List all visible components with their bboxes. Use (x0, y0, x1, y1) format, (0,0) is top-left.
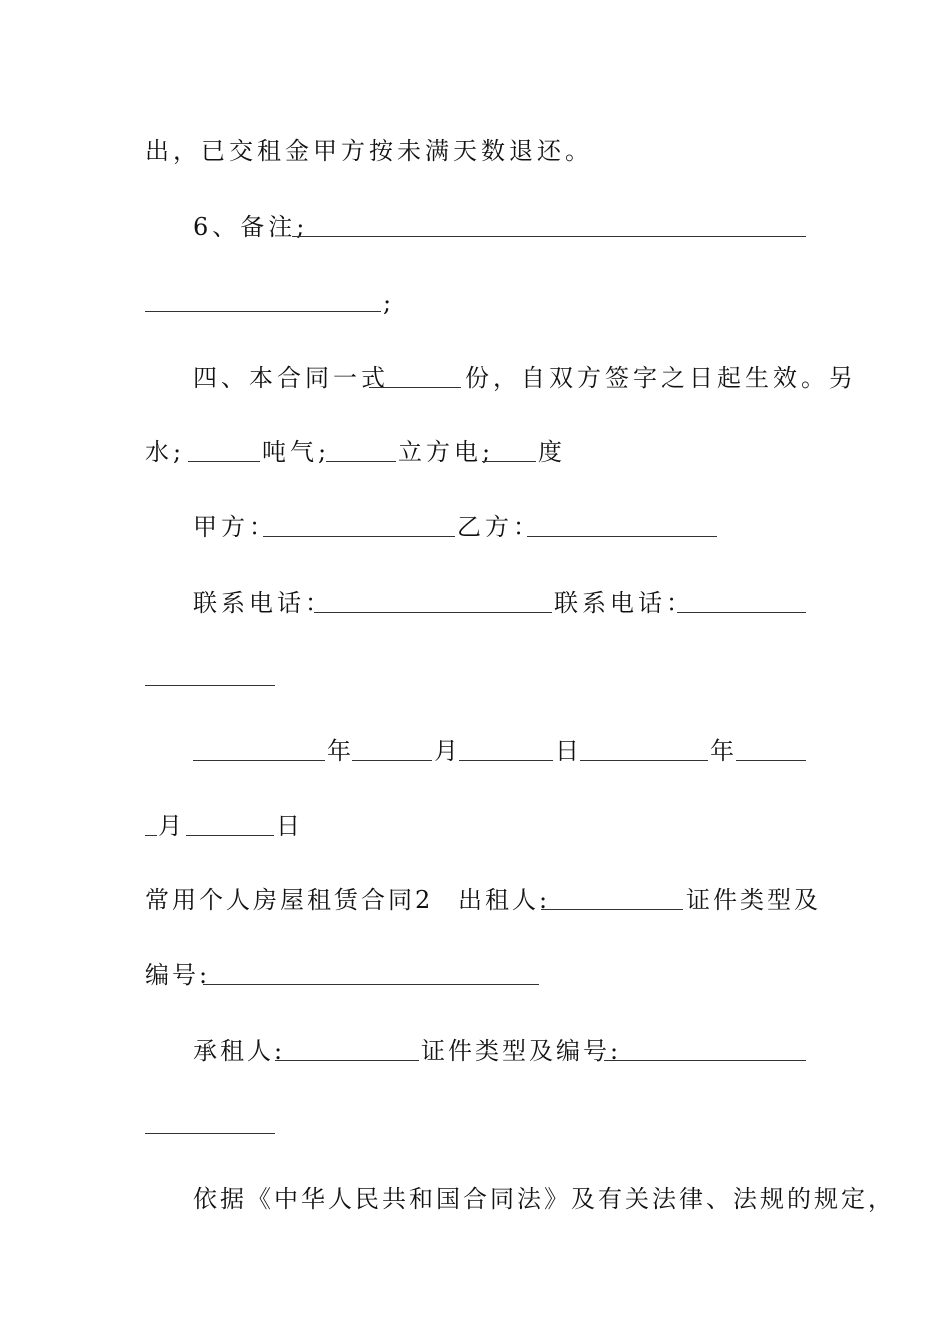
gas-blank (326, 461, 396, 462)
text-line (276, 811, 304, 841)
copies-blank (369, 387, 461, 388)
contract-title: 常用个人房屋租赁合同2 (145, 886, 434, 914)
text-line (457, 512, 541, 542)
text-line (327, 736, 355, 766)
remark-label: 6、备注; (193, 213, 309, 241)
water-blank (188, 461, 260, 462)
phone-b-label: 联系电话： (554, 589, 694, 617)
text-line (686, 885, 821, 915)
lessee-label: 承租人: (193, 1037, 286, 1065)
party-b-label: 乙方： (457, 513, 541, 541)
electric-label: 立方电; (398, 438, 495, 466)
day-b-blank (186, 835, 274, 836)
month-a-blank (352, 760, 432, 761)
month-a-label: 月 (434, 737, 462, 765)
text-line (554, 588, 694, 618)
text-line (193, 512, 277, 542)
id-number-label: 编号: (145, 961, 211, 989)
text-line (193, 212, 308, 242)
lessee-id-blank (604, 1060, 806, 1061)
paragraph-text: 出，已交租金甲方按未满天数退还。 (145, 137, 593, 165)
year-a-blank (193, 760, 325, 761)
month-b-label: 月 (158, 812, 186, 840)
text-line (193, 1036, 285, 1066)
effective-text: 份，自双方签字之日起生效。另 (465, 364, 857, 392)
electric-blank (482, 461, 536, 462)
phone-b-blank-cont (145, 685, 275, 686)
lessee-id-label: 证件类型及编号: (421, 1037, 622, 1065)
lessor-blank (541, 909, 683, 910)
month-b-blank (736, 760, 806, 761)
text-line (538, 437, 566, 467)
lessee-id-blank-cont (145, 1133, 275, 1134)
phone-a-label: 联系电话： (193, 589, 333, 617)
year-b-label: 年 (710, 737, 738, 765)
party-b-blank (527, 536, 717, 537)
legal-basis-text: 依据《中华人民共和国合同法》及有关法律、法规的规定， (193, 1185, 895, 1213)
lessor-id-blank (203, 984, 539, 985)
gas-label: 吨气; (262, 438, 331, 466)
day-a-label: 日 (555, 737, 583, 765)
text-line (145, 437, 185, 467)
text-line (145, 960, 210, 990)
year-b-blank (580, 760, 708, 761)
degree-label: 度 (538, 438, 566, 466)
text-line (710, 736, 738, 766)
day-b-label: 日 (276, 812, 304, 840)
month-b-blank-cont (145, 835, 157, 836)
water-label: 水; (145, 438, 186, 466)
text-line (193, 1184, 895, 1214)
year-a-label: 年 (327, 737, 355, 765)
text-line (458, 885, 550, 915)
party-a-blank (263, 536, 455, 537)
phone-a-blank (314, 612, 552, 613)
text-line (421, 1036, 621, 1066)
copies-label: 四、本合同一式 (193, 364, 389, 392)
text-line (398, 437, 494, 467)
remark-blank (292, 236, 806, 237)
day-a-blank (459, 760, 553, 761)
text-line (383, 288, 395, 318)
text-line (145, 885, 433, 915)
text-line (193, 363, 389, 393)
remark-blank-cont (145, 311, 381, 312)
text-line (434, 736, 462, 766)
text-line (262, 437, 330, 467)
text-line (158, 811, 186, 841)
id-type-label: 证件类型及 (686, 886, 821, 914)
text-line (555, 736, 583, 766)
text-line (465, 363, 857, 393)
semicolon-text: ; (383, 289, 396, 317)
party-a-label: 甲方： (193, 513, 277, 541)
lessor-label: 出租人: (458, 886, 551, 914)
text-line (193, 588, 333, 618)
text-line (145, 136, 593, 166)
lessee-blank (275, 1060, 419, 1061)
phone-b-blank (677, 612, 806, 613)
